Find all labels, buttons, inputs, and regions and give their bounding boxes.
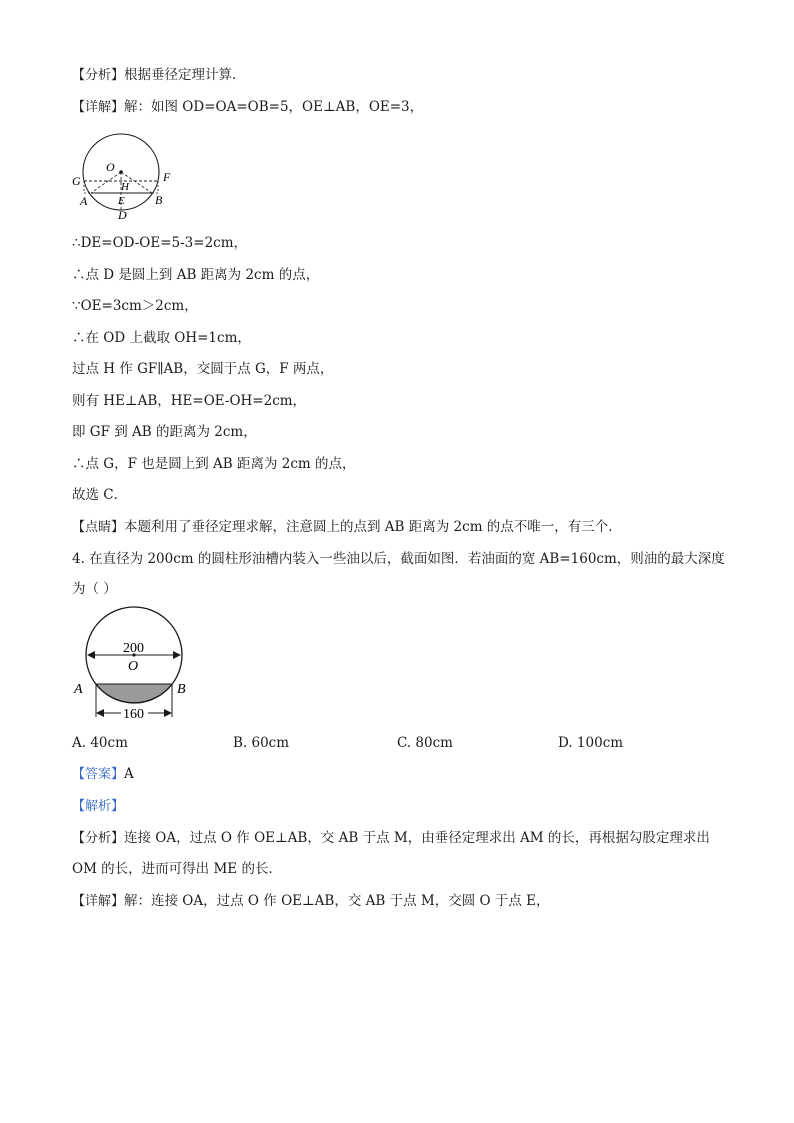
comment-text: 本题利用了垂径定理求解，注意圆上的点到 AB 距离为 2cm 的点不唯一，有三个． (124, 519, 622, 535)
answer-value: A (124, 766, 134, 782)
q4-detail-text: 解：连接 OA，过点 O 作 OE⊥AB，交 AB 于点 M，交圆 O 于点 E， (124, 893, 550, 909)
explain-line (72, 797, 124, 816)
step-line-4: ∴在 OD 上截取 OH=1cm， (72, 330, 251, 346)
option-d[interactable]: D. 100cm (558, 735, 624, 751)
option-c[interactable]: C. 80cm (397, 735, 453, 751)
question-stem-line-2: 为（ ） (72, 581, 117, 597)
label-A: A (80, 194, 88, 208)
q4-analysis-line-2: OM 的长，进而可得出 ME 的长． (72, 861, 282, 877)
q4-analysis-tag: 【分析】 (72, 831, 125, 846)
answer-tag: 【答案】 (72, 767, 125, 782)
question-stem-line-1: 4. 在直径为 200cm 的圆柱形油槽内装入一些油以后，截面如图．若油面的宽 AB=160cm，则油的最大深度 (72, 551, 725, 567)
q4-detail-line (72, 892, 550, 911)
detail-tag: 【详解】 (72, 100, 125, 115)
comment-line (72, 518, 622, 537)
q4-analysis-text: 连接 OA，过点 O 作 OE⊥AB，交 AB 于点 M，由垂径定理求出 AM 的长，再根据勾股定理求出 (124, 830, 710, 846)
step-line-9: 故选 C． (72, 487, 128, 503)
explain-tag: 【解析】 (72, 799, 125, 814)
chord-label: 160 (123, 707, 144, 722)
diameter-label: 200 (123, 641, 144, 656)
analysis-line (72, 66, 246, 85)
oil-tank-figure (70, 605, 200, 725)
detail-text: 解：如图 OD=OA=OB=5，OE⊥AB，OE=3， (124, 99, 424, 115)
comment-tag: 【点睛】 (72, 520, 125, 535)
step-line-2: ∴点 D 是圆上到 AB 距离为 2cm 的点， (72, 267, 320, 283)
label-A: A (74, 682, 83, 697)
q4-analysis-line-1 (72, 829, 710, 848)
label-B: B (155, 193, 163, 207)
label-G: G (72, 174, 81, 188)
analysis-tag: 【分析】 (72, 68, 125, 83)
label-F: F (163, 170, 171, 184)
label-D: D (118, 208, 127, 222)
analysis-text: 根据垂径定理计算． (124, 67, 246, 83)
option-b[interactable]: B. 60cm (233, 735, 290, 751)
circle-figure-1 (62, 125, 182, 225)
label-E: E (118, 195, 125, 207)
q4-detail-tag: 【详解】 (72, 894, 125, 909)
step-line-5: 过点 H 作 GF∥AB，交圆于点 G，F 两点， (72, 361, 334, 377)
step-line-7: 即 GF 到 AB 的距离为 2cm， (72, 424, 257, 440)
label-B: B (177, 682, 186, 697)
answer-line (72, 765, 134, 784)
step-line-3: ∵OE=3cm＞2cm， (72, 298, 198, 314)
label-H: H (121, 181, 129, 193)
option-a[interactable]: A. 40cm (72, 735, 128, 751)
detail-line (72, 98, 423, 117)
step-line-6: 则有 HE⊥AB，HE=OE-OH=2cm， (72, 393, 307, 409)
step-line-8: ∴点 G，F 也是圆上到 AB 距离为 2cm 的点， (72, 456, 356, 472)
label-O: O (128, 659, 139, 674)
step-line-1: ∴DE=OD-OE=5-3=2cm， (72, 235, 248, 251)
label-O: O (106, 160, 115, 174)
